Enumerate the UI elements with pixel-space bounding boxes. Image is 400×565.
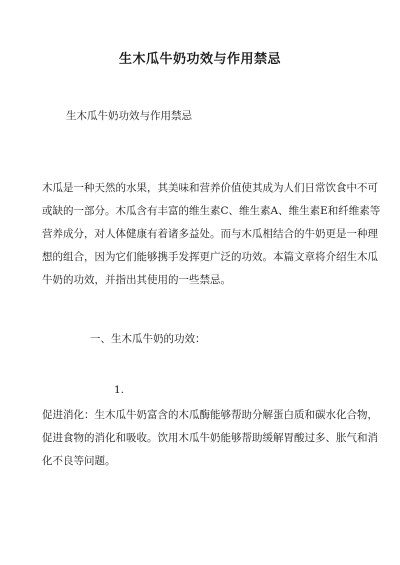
item-line: 促进消化：生木瓜牛奶富含的木瓜酶能够帮助分解蛋白质和碳水化合物， — [42, 409, 378, 421]
item-number: 1. — [114, 384, 125, 396]
intro-line: 营养成分，对人体健康有着诸多益处。而与木瓜相结合的牛奶更是一种理 — [42, 228, 378, 240]
item-line: 化不良等问题。 — [42, 455, 116, 467]
intro-line: 或缺的一部分。木瓜含有丰富的维生素C、维生素A、维生素E和纤维素等 — [42, 205, 381, 217]
section-heading: 一、生木瓜牛奶的功效： — [90, 333, 206, 345]
item-paragraph — [42, 404, 378, 473]
document-subtitle: 生木瓜牛奶功效与作用禁忌 — [66, 110, 192, 122]
intro-line: 木瓜是一种天然的水果，其美味和营养价值使其成为人们日常饮食中不可 — [42, 182, 378, 194]
item-line: 促进食物的消化和吸收。饮用木瓜牛奶能够帮助缓解胃酸过多、胀气和消 — [42, 432, 378, 444]
intro-paragraph — [42, 177, 381, 292]
document-title: 生木瓜牛奶功效与作用禁忌 — [118, 52, 281, 67]
intro-line: 牛奶的功效，并指出其使用的一些禁忌。 — [42, 274, 231, 286]
intro-line: 想的组合，因为它们能够携手发挥更广泛的功效。本篇文章将介绍生木瓜 — [42, 251, 378, 263]
